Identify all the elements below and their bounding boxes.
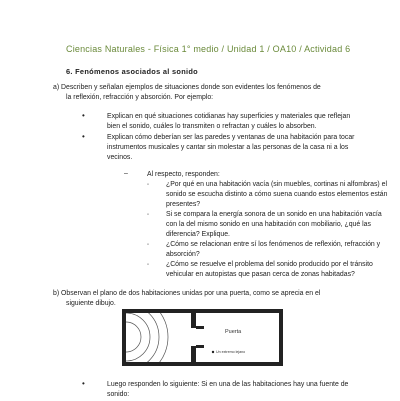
- question-4-line-1: ¿Cómo se resuelve el problema del sonido producido por el tránsito: [166, 261, 373, 268]
- bottom-wall: [122, 362, 283, 366]
- sound-waves: [120, 309, 168, 366]
- page-header: Ciencias Naturales - Física 1° medio / Unidad 1 / OA10 / Actividad 6: [66, 44, 351, 54]
- question-4-line-2: vehicular en autopistas que pasan cerca de zonas habitadas?: [166, 271, 355, 278]
- question-1-line-1: ¿Por qué en una habitación vacía (sin muebles, cortinas ni alfombras) el: [166, 181, 387, 188]
- question-1-line-2: sonido se escucha distinto a cómo suena cuando estos elementos están: [166, 191, 388, 198]
- square-bullet-icon: ▫: [147, 212, 149, 218]
- part-a-line-1: a) Describen y señalan ejemplos de situaciones donde son evidentes los fenómenos de: [53, 84, 321, 91]
- question-1-line-3: presentes?: [166, 201, 201, 208]
- partition-lower: [191, 346, 196, 366]
- door-jamb-bottom: [196, 345, 204, 348]
- bullet-2-line-1: Explican cómo deberían ser las paredes y ventanas de una habitación para tocar: [107, 134, 355, 141]
- part-b-bullet-line-2: sonido:: [107, 391, 130, 398]
- question-3-line-1: ¿Cómo se relacionan entre sí los fenómenos de reflexión, refracción y: [166, 241, 381, 248]
- left-wall: [122, 309, 126, 366]
- part-b-bullet-line-1: Luego responden lo siguiente: Si en una de las habitaciones hay una fuente de: [107, 381, 349, 388]
- far-end-point: [212, 351, 214, 353]
- bullet-icon: •: [82, 111, 85, 120]
- square-bullet-icon: ▫: [147, 262, 149, 268]
- square-bullet-icon: ▫: [147, 242, 149, 248]
- respond-label: Al respecto, responden:: [147, 171, 220, 178]
- part-b-line-1: b) Observan el plano de dos habitaciones unidas por una puerta, como se aprecia en el: [53, 290, 321, 297]
- door-label: Puerta: [225, 329, 242, 335]
- bullet-2-line-2: instrumentos musicales y cantar sin molestar a las personas de la casa ni a los: [107, 144, 349, 151]
- bullet-icon: •: [82, 379, 85, 388]
- top-wall: [122, 309, 283, 313]
- bullet-1-line-2: bien el sonido, cuáles lo transmiten o refractan y cuáles lo absorben.: [107, 123, 317, 130]
- question-2-line-2: con la del mismo sonido en una habitación con mobiliario, ¿qué las: [166, 221, 371, 228]
- question-2-line-3: diferencia? Explique.: [166, 231, 230, 238]
- far-end-label: Un extremo lejano: [216, 350, 246, 354]
- bullet-icon: •: [82, 132, 85, 141]
- door-jamb-top: [196, 326, 204, 329]
- section-title: 6. Fenómenos asociados al sonido: [66, 67, 198, 76]
- question-2-line-1: Si se compara la energía sonora de un sonido en una habitación vacía: [166, 211, 382, 218]
- right-wall: [279, 309, 283, 366]
- square-bullet-icon: ▫: [147, 182, 149, 188]
- dash-icon: –: [124, 170, 128, 177]
- part-b-line-2: siguiente dibujo.: [66, 300, 116, 307]
- floor-plan-diagram: [120, 309, 285, 366]
- question-3-line-2: absorción?: [166, 251, 200, 258]
- partition-upper: [191, 309, 196, 328]
- bullet-2-line-3: vecinos.: [107, 154, 133, 161]
- part-a-line-2: la reflexión, refracción y absorción. Por ejemplo:: [66, 94, 214, 101]
- bullet-1-line-1: Explican en qué situaciones cotidianas hay superficies y materiales que reflejan: [107, 113, 351, 120]
